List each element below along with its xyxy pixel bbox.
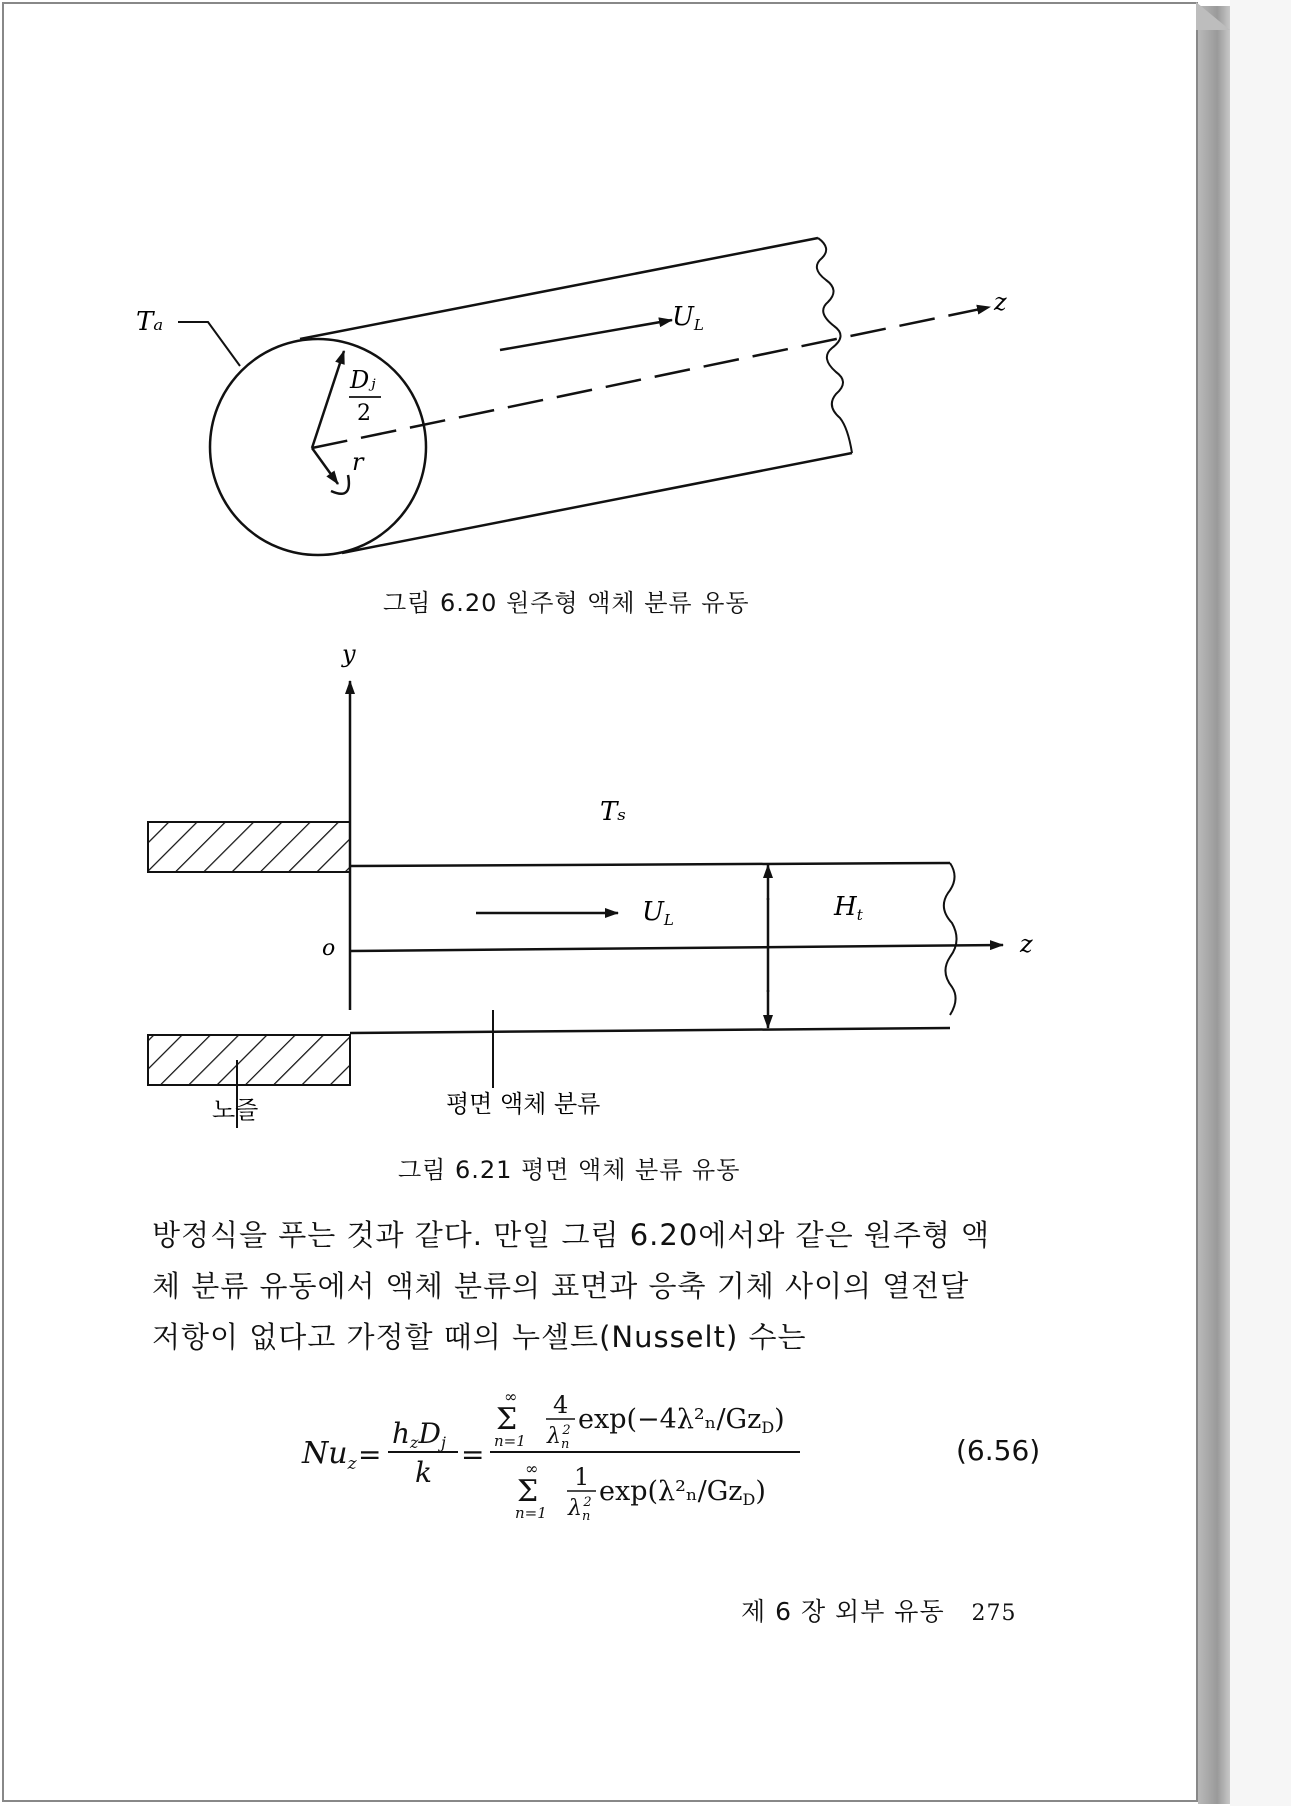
num-coef: 4 — [553, 1391, 569, 1419]
den-lambda: $\lambda_n2$ — [568, 1495, 592, 1524]
page-number: 275 — [971, 1601, 1017, 1626]
label-z: z — [1020, 930, 1033, 958]
chapter-title: 제 6 장 외부 유동 — [741, 1597, 945, 1626]
label-plane-jet: 평면 액체 분류 — [446, 1090, 601, 1118]
den-sum-upper: ∞ — [525, 1459, 539, 1478]
eq-frac1-num: hzDj — [392, 1417, 446, 1452]
num-sum-upper: ∞ — [504, 1387, 518, 1406]
eq-sign-2: = — [461, 1438, 485, 1471]
den-sum-symbol: Σ — [517, 1474, 539, 1509]
caption-6-21: 그림 6.21 평면 액체 분류 유동 — [398, 1156, 741, 1184]
label-ta: Tₐ — [136, 307, 164, 337]
label-nozzle: 노즐 — [212, 1096, 259, 1124]
label-y: y — [342, 640, 356, 668]
den-exp: exp(λ²ₙ/GzD) — [599, 1476, 766, 1509]
label-ht: Ht — [834, 892, 863, 924]
eq-lhs: $Nu_z$ — [302, 1436, 357, 1474]
caption-6-20: 그림 6.20 원주형 액체 분류 유동 — [383, 589, 750, 617]
eq-frac1-den: k — [415, 1456, 432, 1489]
num-sum-lower: n=1 — [494, 1432, 526, 1450]
body-line-2: 체 분류 유동에서 액체 분류의 표면과 응축 기체 사이의 열전달 — [152, 1269, 970, 1303]
label-origin: o — [322, 936, 336, 961]
body-line-3: 저항이 없다고 가정할 때의 누셀트(Nusselt) 수는 — [152, 1320, 807, 1354]
label-dj: Dⱼ — [350, 366, 376, 394]
label-r: r — [352, 448, 364, 476]
equation-number: (6.56) — [956, 1434, 1041, 1467]
label-two: 2 — [357, 401, 371, 426]
label-z: z — [994, 288, 1007, 316]
page-footer — [741, 1592, 1017, 1628]
den-coef: 1 — [574, 1463, 590, 1491]
den-sum-lower: n=1 — [515, 1504, 547, 1522]
label-ts: Tₛ — [600, 797, 627, 827]
label-ul: UL — [672, 302, 704, 334]
body-line-1: 방정식을 푸는 것과 같다. 만일 그림 6.20에서와 같은 원주형 액 — [152, 1218, 991, 1252]
num-lambda: $\lambda_n2$ — [547, 1423, 571, 1452]
num-sum-symbol: Σ — [496, 1402, 518, 1437]
eq-sign-1: = — [358, 1438, 382, 1471]
num-exp: exp(−4λ²ₙ/GzD) — [578, 1404, 785, 1437]
label-ul: UL — [642, 897, 674, 929]
